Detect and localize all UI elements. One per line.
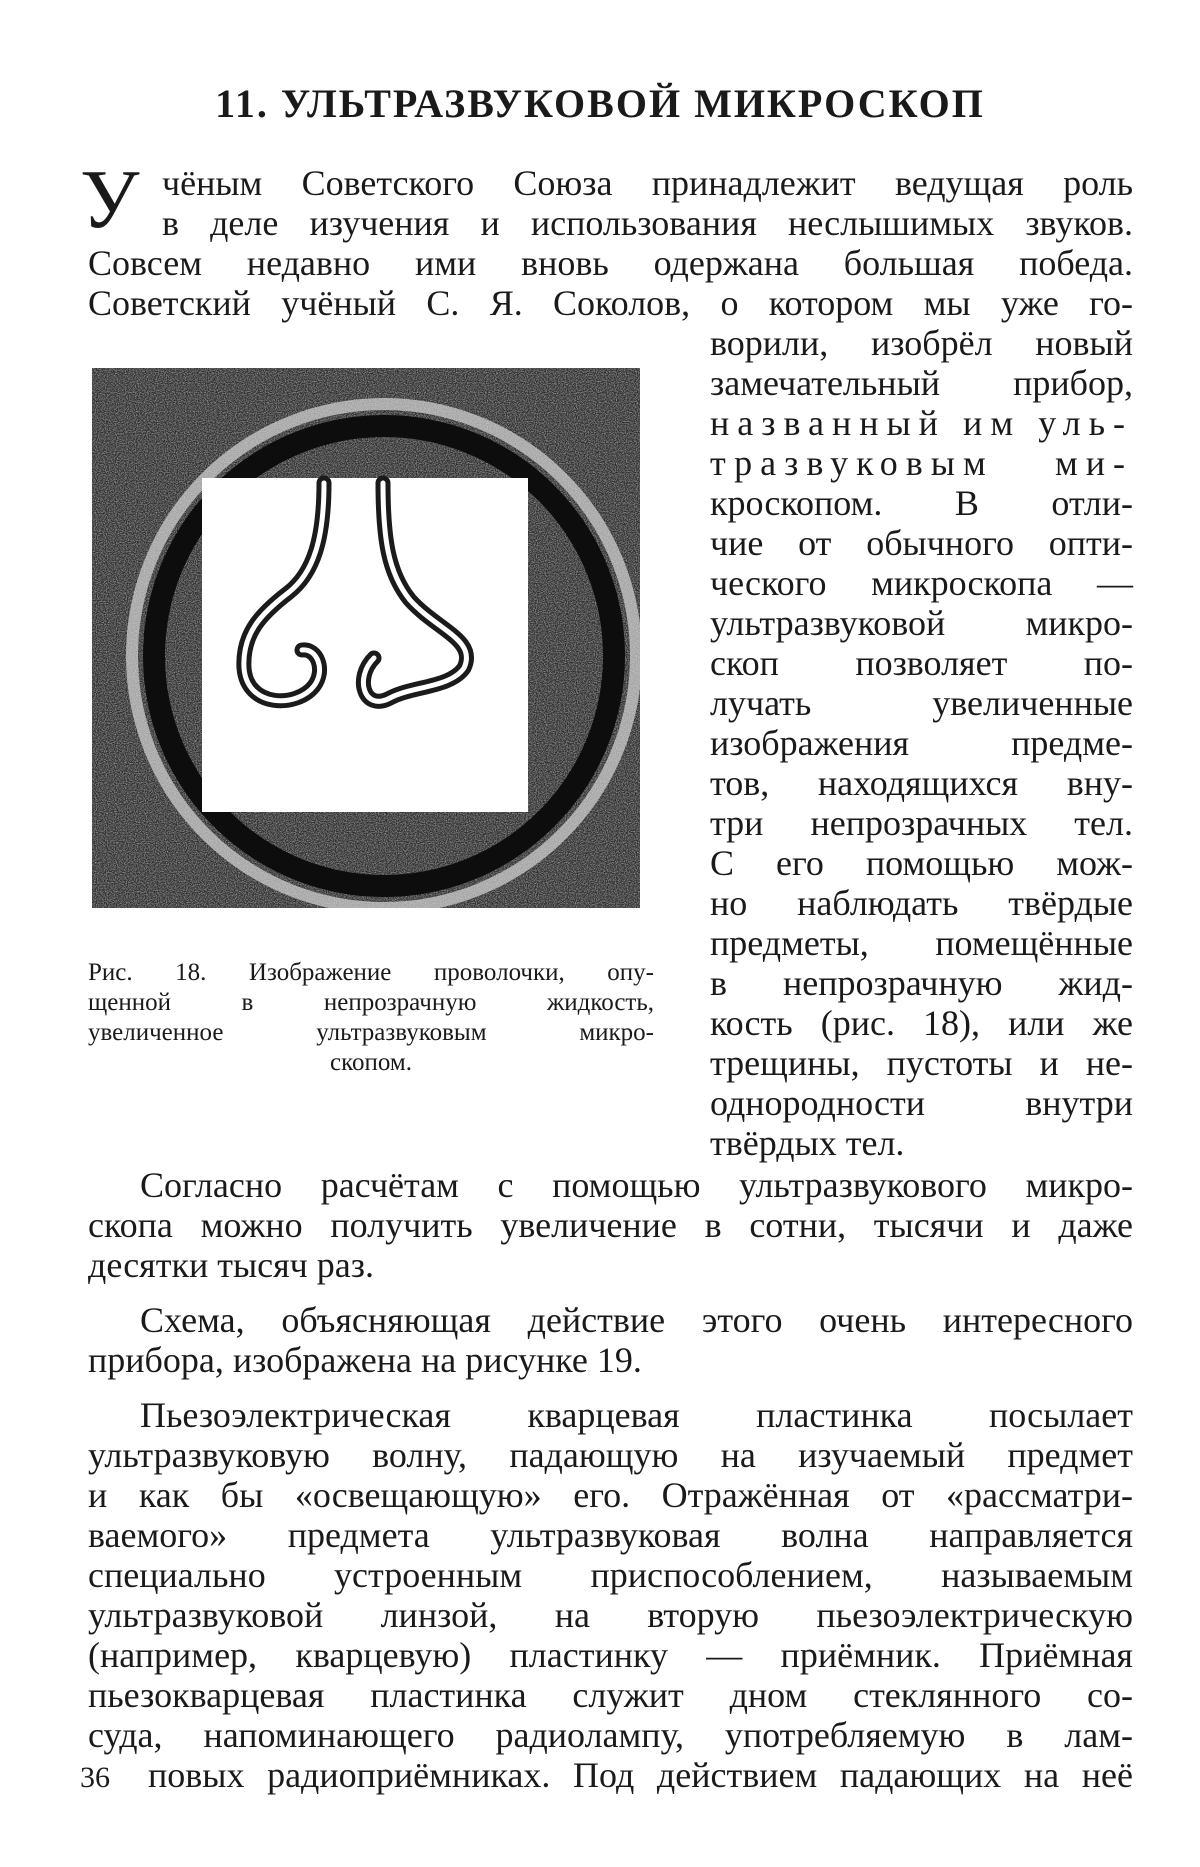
text-line: повых радиоприёмниках. Под действием падающих на неё xyxy=(148,1755,1133,1795)
text-line: чёным Советского Союза принадлежит ведущая роль xyxy=(162,163,1133,203)
text-line: Совсем недавно ими вновь одержана большая победа. xyxy=(88,243,1133,283)
drop-cap: У xyxy=(80,153,140,246)
text-line: замечательный прибор, xyxy=(710,363,1133,403)
text-line: названный им уль- xyxy=(710,403,1133,443)
text-line: специально устроенным приспособлением, называемым xyxy=(88,1555,1133,1595)
page-number: 36 xyxy=(80,1761,110,1794)
text-line: прибора, изображена на рисунке 19. xyxy=(88,1340,642,1380)
text-line: скопа можно получить увеличение в сотни, тысячи и даже xyxy=(88,1205,1133,1245)
text-line: ультразвуковой микро- xyxy=(710,603,1133,643)
text-line: ультразвуковой линзой, на вторую пьезоэлектрическую xyxy=(88,1595,1133,1635)
text-line: и как бы «освещающую» его. Отражённая от «рассматри- xyxy=(88,1475,1133,1515)
text-line: ваемого» предмета ультразвуковая волна направляется xyxy=(88,1515,1133,1555)
text-line: кроскопом. В отли- xyxy=(710,483,1133,523)
caption-line: щенной в непрозрачную жидкость, xyxy=(88,989,654,1016)
text-line: Согласно расчётам с помощью ультразвукового микро- xyxy=(140,1165,1133,1205)
text-line: лучать увеличенные xyxy=(710,683,1133,723)
text-line: кость (рис. 18), или же xyxy=(710,1003,1133,1043)
text-line: но наблюдать твёрдые xyxy=(710,883,1133,923)
text-line: чие от обычного опти- xyxy=(710,523,1133,563)
text-line: десятки тысяч раз. xyxy=(88,1245,374,1285)
text-line: в деле изучения и использования неслышимых звуков. xyxy=(162,203,1133,243)
text-line: трещины, пустоты и не- xyxy=(710,1043,1133,1083)
text-line: (например, кварцевую) пластинку — приёмник. Приёмная xyxy=(88,1635,1133,1675)
text-line: тразвуковым ми- xyxy=(710,443,1133,483)
caption-line: Рис. 18. Изображение проволочки, опу- xyxy=(88,959,654,986)
text-line: ультразвуковую волну, падающую на изучаемый предмет xyxy=(88,1435,1133,1475)
caption-line: скопом. xyxy=(330,1049,412,1076)
text-line: изображения предме- xyxy=(710,723,1133,763)
text-line: ворили, изобрёл новый xyxy=(710,323,1133,363)
text-line: предметы, помещённые xyxy=(710,923,1133,963)
page-title: 11. УЛЬТРАЗВУКОВОЙ МИКРОСКОП xyxy=(215,81,985,126)
text-line: С его помощью мож- xyxy=(710,843,1133,883)
text-line: Схема, объясняющая действие этого очень интересного xyxy=(140,1300,1133,1340)
text-line: Советский учёный С. Я. Соколов, о котором мы уже го- xyxy=(88,283,1133,323)
text-line: суда, напоминающего радиолампу, употребляемую в лам- xyxy=(88,1715,1133,1755)
text-line: скоп позволяет по- xyxy=(710,643,1133,683)
caption-line: увеличенное ультразвуковым микро- xyxy=(88,1019,654,1046)
text-line: пьезокварцевая пластинка служит дном стеклянного со- xyxy=(88,1675,1133,1715)
text-line: ческого микроскопа — xyxy=(710,563,1133,603)
text-line: тов, находящихся вну- xyxy=(710,763,1133,803)
text-line: три непрозрачных тел. xyxy=(710,803,1133,843)
text-line: Пьезоэлектрическая кварцевая пластинка посылает xyxy=(140,1395,1133,1435)
text-line: твёрдых тел. xyxy=(710,1123,905,1163)
text-line: однородности внутри xyxy=(710,1083,1133,1123)
figure-ultrasound-image xyxy=(92,368,640,908)
text-line: в непрозрачную жид- xyxy=(710,963,1133,1003)
